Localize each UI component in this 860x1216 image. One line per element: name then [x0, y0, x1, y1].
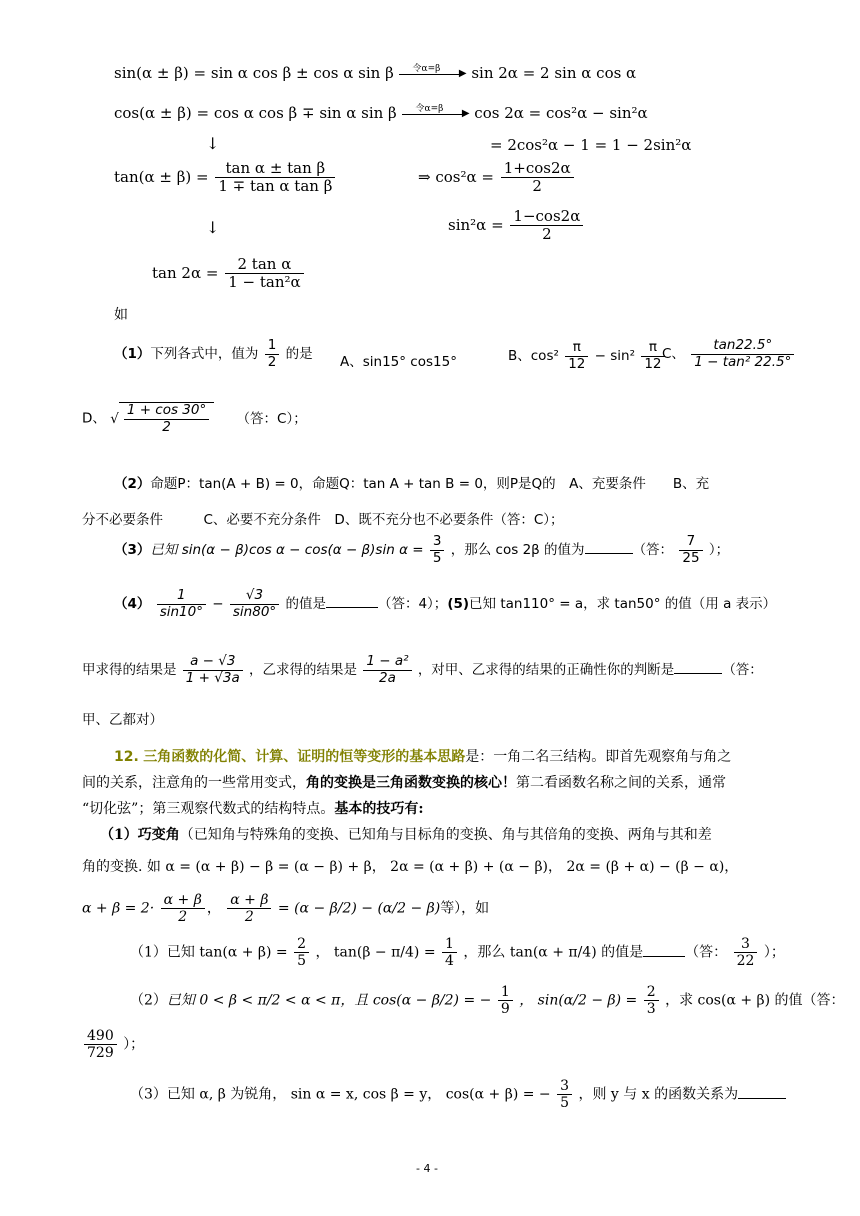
- q3-answer-pre: （答：: [632, 542, 674, 559]
- q3-text: 已知 sin(α − β)cos α − cos(α − β)sin α =: [150, 542, 424, 559]
- q1-optb-den-2: 12: [644, 355, 662, 372]
- q3-ans-den: 25: [682, 549, 700, 566]
- section12-item1: [100, 824, 712, 844]
- formula-tan-sum: [114, 160, 337, 196]
- sub1-answer-pre: （答：: [685, 944, 728, 961]
- section12-line3: [82, 798, 424, 818]
- section12-line2: [82, 772, 726, 792]
- section12-line2c: 第二看函数名称之间的关系，通常: [516, 775, 726, 791]
- down-arrow-icon: ↓: [206, 134, 220, 153]
- q1-optc-label: C、: [662, 346, 685, 363]
- q1-answer: （答：C）；: [236, 410, 307, 427]
- section12-item1-line2: 角的变换. 如 α = (α + β) − β = (α − β) + β， 2α = (α + β) + (α − β)， 2α = (β + α) − (β − α)，: [82, 859, 739, 875]
- q5-label: (5): [447, 596, 470, 613]
- q4-f1-num: 1: [157, 588, 206, 605]
- sin-sq-den: 2: [542, 225, 552, 244]
- q1-label: （1）: [114, 346, 151, 363]
- sub2-answer-post: ）；: [123, 1036, 145, 1053]
- sub1-ans-den: 22: [736, 953, 755, 970]
- formula-sin-sum: sin(α ± β) = sin α cos β ± cos α sin β: [114, 64, 394, 82]
- sub2-label: （2）: [130, 992, 167, 1009]
- arrow-label-2: 令α=β: [415, 104, 444, 114]
- formula-cos-sum-row: [114, 104, 648, 122]
- sub2-ans-num: 490: [84, 1028, 117, 1045]
- tan-double-num: 2 tan α: [225, 256, 303, 274]
- q3-text2: ，那么 cos 2β 的值为: [450, 542, 585, 559]
- sqrt-icon: √ $\frac{1 + \cos 30^\circ}{2}$: [110, 402, 214, 435]
- sub2-answer: [82, 1028, 144, 1061]
- sub3-text: 已知 α, β 为锐角， sin α = x, cos β = y， cos(α + β) = −: [166, 1086, 551, 1103]
- q5-row: [82, 654, 763, 686]
- q1-text2: 的是: [285, 346, 313, 363]
- item1-label: （1）: [100, 827, 138, 843]
- q4-answer: （答：4）；: [377, 596, 448, 613]
- section12-line3a: “切化弦”；第三观察代数式的结构特点。: [82, 801, 335, 817]
- sub1-text3: ，那么 tan(α + π/4) 的值是: [463, 944, 644, 961]
- q1-optb-label: B、cos²: [508, 348, 559, 365]
- sub2-f1-num: 1: [498, 984, 513, 1001]
- sub2-text: 已知 0 < β < π/2 < α < π，且 cos(α − β/2) = −: [166, 992, 492, 1009]
- q5-t1: 甲求得的结果是: [82, 662, 177, 679]
- q3-ans-num: 7: [679, 534, 702, 551]
- sin-sq-num: 1−cos2α: [510, 208, 583, 226]
- q1-optb-pi-2: π: [641, 340, 664, 357]
- item1-text: （已知角与特殊角的变换、已知角与目标角的变换、角与其倍角的变换、两角与其和差: [179, 827, 712, 843]
- q1-optc-den: 1 − tan² 22.5°: [694, 353, 792, 370]
- tan-double-lhs: tan 2α =: [152, 263, 219, 282]
- item1-line3-n2: α + β: [227, 892, 271, 909]
- q3-frac-num: 3: [430, 534, 445, 551]
- q1-option-d: [82, 402, 307, 435]
- q1-optb-mid: − sin²: [594, 348, 636, 365]
- intro-ru: 如: [114, 307, 128, 323]
- q5-t3: ，对甲、乙求得的结果的正确性你的判断是: [417, 662, 675, 679]
- section12-line1-rest: 是：一角二名三结构。即首先观察角与角之: [465, 749, 732, 765]
- sub1-label: （1）: [130, 944, 167, 961]
- q3-answer-post: ）；: [708, 542, 730, 559]
- sin-sq-lhs: sin²α =: [448, 215, 504, 234]
- sub2-f1-den: 9: [500, 1001, 510, 1018]
- sub1-f1-num: 2: [294, 936, 309, 953]
- item1-title: 巧变角: [137, 827, 180, 843]
- formula-cos-double-2: = 2cos²α − 1 = 1 − 2sin²α: [490, 136, 692, 154]
- item1-line3-b: ，: [206, 900, 221, 917]
- q1-option-a: A、sin15° cos15°: [340, 354, 457, 370]
- sub2-ans-den: 729: [87, 1045, 114, 1062]
- cos-sq-den: 2: [532, 177, 542, 196]
- q5-f1-num: a − √3: [183, 654, 243, 671]
- q5-t4: （答：: [722, 662, 763, 679]
- q5-t2: ，乙求得的结果是: [249, 662, 358, 679]
- q3-row: [114, 534, 729, 566]
- q3-label: （3）: [114, 542, 151, 559]
- q5-text: 已知 tan110° = a，求 tan50° 的值（用 a 表示）: [469, 596, 777, 613]
- q5-line2: 甲、乙都对）: [82, 712, 163, 728]
- formula-sin-square: [448, 208, 585, 244]
- q2-label: （2）: [114, 476, 151, 492]
- q4-answer-blank: [326, 593, 378, 608]
- sub1-answer-blank: [643, 942, 685, 957]
- down-arrow-icon-2: ↓: [206, 218, 220, 237]
- tan-sum-den: 1 ∓ tan α tan β: [218, 177, 333, 196]
- section12-core-statement: 角的变换是三角函数变换的核心！: [306, 775, 516, 791]
- q1-option-c: [662, 338, 796, 370]
- sub3-text2: ，则 y 与 x 的函数关系为: [578, 1086, 739, 1103]
- formula-cos-double: cos 2α = cos²α − sin²α: [474, 104, 648, 122]
- sub3-f-den: 5: [560, 1095, 570, 1112]
- sub3-row: [130, 1078, 786, 1111]
- cos-sq-num: 1+cos2α: [501, 160, 574, 178]
- q1-half-num: 1: [265, 338, 280, 355]
- q1-optd-den: 2: [162, 418, 171, 435]
- q2-line2: 分不必要条件 C、必要不充分条件 D、既不充分也不必要条件（答：C）；: [82, 512, 564, 528]
- formula-sin-double: sin 2α = 2 sin α cos α: [471, 64, 637, 82]
- item1-line3-e: 等），如: [440, 900, 490, 917]
- q1-optd-num: 1 + cos 30°: [124, 403, 209, 420]
- q2-line1: [114, 472, 709, 492]
- q5-f2-num: 1 − a²: [363, 654, 411, 671]
- sub1-f2-num: 1: [442, 936, 457, 953]
- item1-line3-a: α + β = 2·: [82, 900, 155, 917]
- sub2-f2-num: 2: [644, 984, 659, 1001]
- q5-f2-den: 2a: [378, 669, 396, 686]
- item1-line3-n1: α + β: [161, 892, 205, 909]
- sub1-f1-den: 5: [297, 953, 307, 970]
- sub1-ans-num: 3: [734, 936, 758, 953]
- q1-optd-label: D、: [82, 410, 106, 427]
- sub2-f2-den: 3: [646, 1001, 656, 1018]
- q4-minus: −: [212, 596, 224, 613]
- item1-line3-d1: 2: [178, 909, 188, 926]
- sub3-f-num: 3: [557, 1078, 572, 1095]
- section12-techniques-label: 基本的技巧有:: [334, 801, 424, 817]
- q1-half-den: 2: [267, 353, 277, 370]
- arrow-let-alpha-beta: 令α=β ▶: [399, 67, 467, 81]
- q1-optb-den: 12: [568, 355, 586, 372]
- item1-line3-d2: 2: [244, 909, 254, 926]
- formula-cos-sum: cos(α ± β) = cos α cos β ∓ sin α sin β: [114, 104, 397, 122]
- section12-line1: [114, 746, 731, 766]
- q3-answer-blank: [585, 539, 633, 554]
- q1-text: 下列各式中，值为: [150, 346, 259, 363]
- q1-optb-pi: π: [565, 340, 588, 357]
- sub2-row: [130, 984, 845, 1017]
- section12-number: 12.: [114, 749, 139, 765]
- page-number: - 4 -: [416, 1162, 438, 1175]
- tan-sum-lhs: tan(α ± β) =: [114, 167, 209, 186]
- section12-line2a: 间的关系，注意角的一些常用变式，: [82, 775, 306, 791]
- formula-sin-sum-row: [114, 64, 636, 82]
- q3-frac-den: 5: [432, 549, 442, 566]
- q4-label: （4）: [114, 596, 151, 613]
- cos-sq-lhs: ⇒ cos²α =: [418, 167, 494, 186]
- q2-text-line1: 命题P：tan(A + B) = 0，命题Q：tan A + tan B = 0，则P是Q的 A、充要条件 B、充: [150, 476, 710, 492]
- q4-f1-den: sin10°: [159, 603, 203, 620]
- sub1-text2: ， tan(β − π/4) =: [315, 944, 436, 961]
- arrow-label: 令α=β: [412, 64, 441, 74]
- item1-line3-d: (α − β/2) − (α/2 − β): [294, 900, 441, 917]
- item1-line3-c: =: [277, 900, 290, 917]
- q4-text: 的值是: [285, 596, 326, 613]
- sub2-text2: ， sin(α/2 − β) =: [519, 992, 638, 1009]
- formula-cos-square: [418, 160, 576, 196]
- sub1-row: [130, 936, 785, 969]
- sub3-answer-blank: [738, 1084, 786, 1099]
- q4-f2-num: √3: [230, 588, 279, 605]
- tan-double-den: 1 − tan²α: [228, 273, 301, 292]
- sub2-text3: ，求 cos(α + β) 的值（答：: [665, 992, 845, 1009]
- section12-heading: 三角函数的化简、计算、证明的恒等变形的基本思路: [143, 749, 466, 765]
- q1-row: [114, 338, 313, 370]
- section12-item1-line3: [82, 892, 489, 925]
- q1-optc-num: tan22.5°: [691, 338, 794, 355]
- q5-f1-den: 1 + √3a: [185, 669, 240, 686]
- sub1-text: 已知 tan(α + β) =: [166, 944, 288, 961]
- q4-f2-den: sin80°: [232, 603, 277, 620]
- formula-tan-double: [152, 256, 306, 292]
- q4-row: [114, 588, 776, 620]
- tan-sum-num: tan α ± tan β: [215, 160, 335, 178]
- sub3-label: （3）: [130, 1086, 167, 1103]
- sub1-answer-post: ）；: [763, 944, 785, 961]
- arrow-let-alpha-beta-2: 令α=β ▶: [402, 107, 470, 121]
- q1-option-b: [508, 340, 667, 372]
- sub1-f2-den: 4: [445, 953, 454, 970]
- q5-answer-blank: [674, 659, 722, 674]
